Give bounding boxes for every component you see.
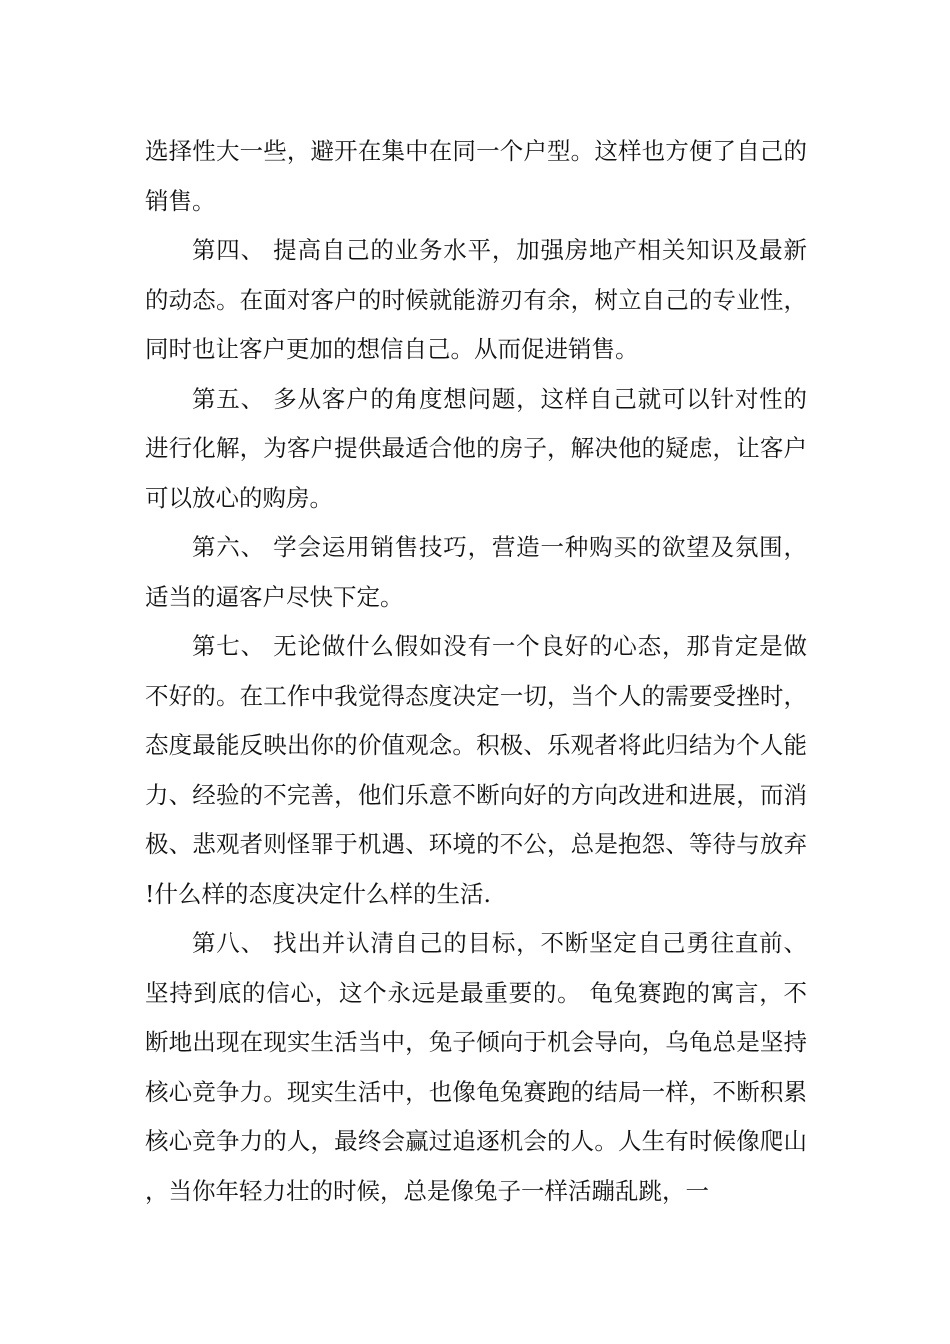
paragraph-point-six: 第六、 学会运用销售技巧，营造一种购买的欲望及氛围，适当的逼客户尽快下定。 <box>145 533 807 611</box>
paragraph-point-eight: 第八、 找出并认清自己的目标，不断坚定自己勇往直前、坚持到底的信心，这个永远是最重要的。 龟兔赛跑的寓言，不断地出现在现实生活当中，兔子倾向于机会导向，乌龟总是坚持核心竞争力。现实生活中，也像龟兔赛跑的结局一样，不断积累核心竞争力的人，最终会赢过追逐机会的人。人生有时候像爬山，当你年轻力壮的时候，总是像兔子一样活蹦乱跳，一 <box>145 929 807 1205</box>
document-body <box>145 127 807 1216</box>
paragraph-continuation: 选择性大一些，避开在集中在同一个户型。这样也方便了自己的销售。 <box>145 137 807 215</box>
paragraph-point-five: 第五、 多从客户的角度想问题，这样自己就可以针对性的进行化解，为客户提供最适合他的房子，解决他的疑虑，让客户可以放心的购房。 <box>145 384 807 512</box>
paragraph-point-seven: 第七、 无论做什么假如没有一个良好的心态，那肯定是做不好的。在工作中我觉得态度决定一切，当个人的需要受挫时，态度最能反映出你的价值观念。积极、乐观者将此归结为个人能力、经验的不完善，他们乐意不断向好的方向改进和进展，而消极、悲观者则怪罪于机遇、环境的不公，总是抱怨、等待与放弃!什么样的态度决定什么样的生活. <box>145 632 807 908</box>
paragraph-point-four: 第四、 提高自己的业务水平，加强房地产相关知识及最新的动态。在面对客户的时候就能游刃有余，树立自己的专业性，同时也让客户更加的想信自己。从而促进销售。 <box>145 236 807 363</box>
